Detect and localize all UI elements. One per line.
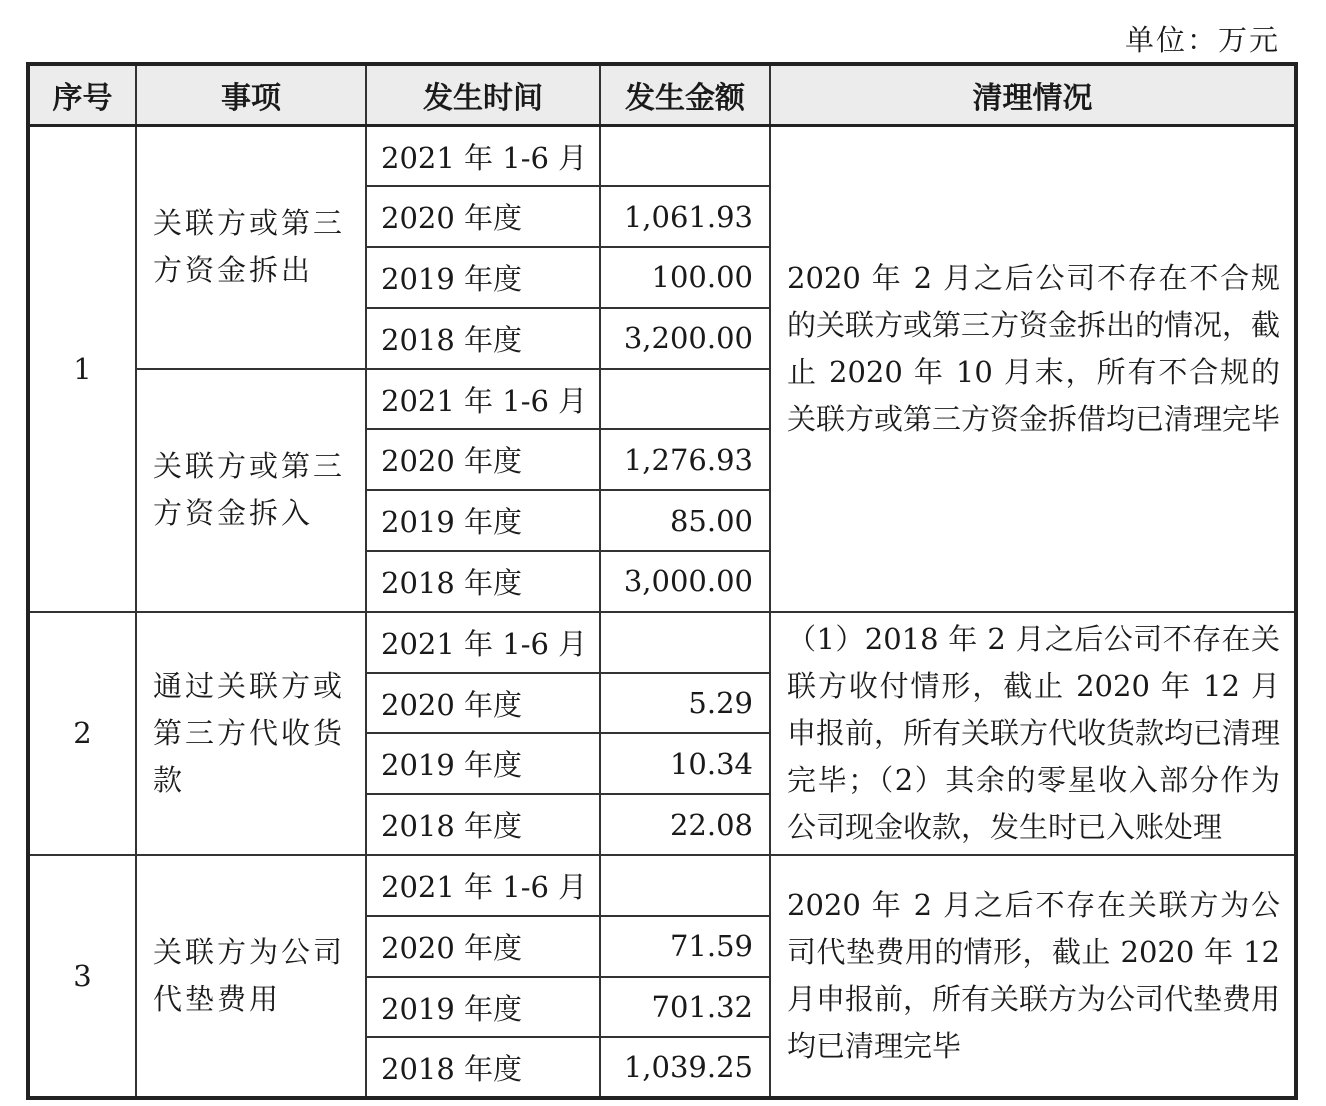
period: 2018 年度 [366,308,600,369]
amount: 22.08 [600,794,770,855]
table-row [28,612,1296,673]
amount: 1,061.93 [600,186,770,247]
amount: 100.00 [600,247,770,308]
header-status: 清理情况 [770,64,1296,126]
item-name: 通过关联方或第三方代收货款 [136,612,366,855]
clearance-status: 2020 年 2 月之后公司不存在不合规的关联方或第三方资金拆出的情况，截止 2020 年 10 月末，所有不合规的关联方或第三方资金拆借均已清理完毕 [770,126,1296,612]
amount [600,369,770,430]
header-item: 事项 [136,64,366,126]
unit-label: 单位：万元 [1124,23,1280,57]
period: 2018 年度 [366,794,600,855]
period: 2020 年度 [366,186,600,247]
amount: 1,276.93 [600,429,770,490]
table-row [28,126,1296,187]
amount [600,612,770,673]
clearance-status: （1）2018 年 2 月之后公司不存在关联方收付情形，截止 2020 年 12 月申报前，所有关联方代收货款均已清理完毕；（2）其余的零星收入部分作为公司现金收款，发生时已入账处理 [770,612,1296,855]
amount: 5.29 [600,673,770,734]
row-number: 2 [28,612,136,855]
amount [600,126,770,187]
item-name: 关联方或第三方资金拆入 [136,369,366,612]
period: 2020 年度 [366,673,600,734]
amount: 85.00 [600,490,770,551]
period: 2019 年度 [366,490,600,551]
period: 2020 年度 [366,429,600,490]
amount: 3,200.00 [600,308,770,369]
amount: 71.59 [600,916,770,977]
table-header-row [28,64,1296,126]
period: 2021 年 1-6 月 [366,126,600,187]
period: 2019 年度 [366,247,600,308]
row-number: 1 [28,126,136,612]
period: 2018 年度 [366,551,600,612]
period: 2020 年度 [366,916,600,977]
amount: 10.34 [600,733,770,794]
amount: 701.32 [600,977,770,1038]
amount: 3,000.00 [600,551,770,612]
item-name: 关联方或第三方资金拆出 [136,126,366,369]
header-amount: 发生金额 [600,64,770,126]
amount [600,855,770,916]
period: 2021 年 1-6 月 [366,855,600,916]
clearance-status: 2020 年 2 月之后不存在关联方为公司代垫费用的情形，截止 2020 年 12 月申报前，所有关联方为公司代垫费用均已清理完毕 [770,855,1296,1098]
row-number: 3 [28,855,136,1098]
period: 2019 年度 [366,977,600,1038]
header-time: 发生时间 [366,64,600,126]
period: 2021 年 1-6 月 [366,369,600,430]
period: 2018 年度 [366,1037,600,1098]
header-no: 序号 [28,64,136,126]
table-row [28,855,1296,916]
period: 2021 年 1-6 月 [366,612,600,673]
amount: 1,039.25 [600,1037,770,1098]
period: 2019 年度 [366,733,600,794]
fund-clearance-table [26,62,1298,1100]
item-name: 关联方为公司代垫费用 [136,855,366,1098]
